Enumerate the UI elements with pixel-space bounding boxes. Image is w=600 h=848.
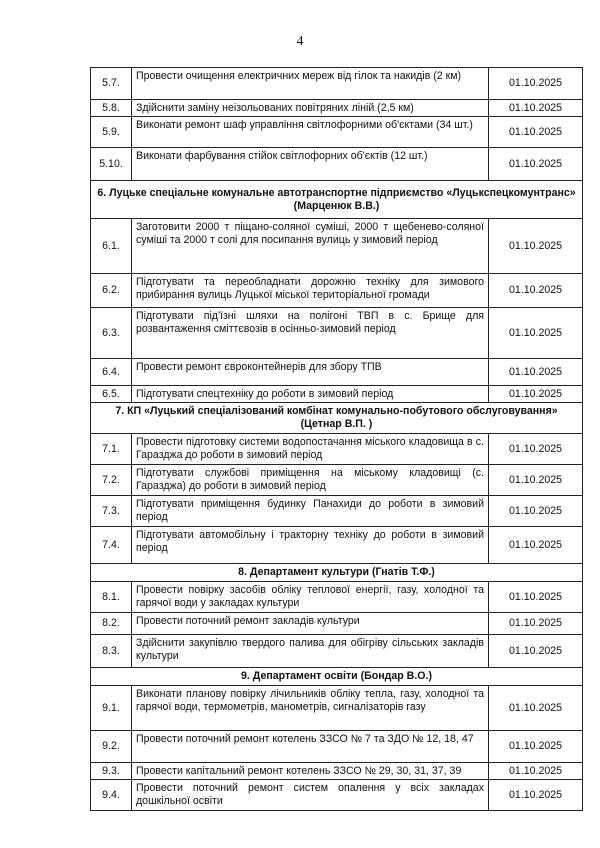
item-deadline: 01.10.2025	[489, 686, 583, 731]
page-number: 4	[296, 34, 304, 49]
item-number: 6.1.	[91, 219, 132, 274]
table-row	[91, 763, 583, 780]
table-row	[91, 731, 583, 763]
section-header-row	[91, 403, 583, 434]
item-deadline: 01.10.2025	[489, 274, 583, 308]
item-task: Підготувати спецтехніку до роботи в зимовий період	[132, 386, 489, 403]
item-number: 6.2.	[91, 274, 132, 308]
item-deadline: 01.10.2025	[489, 386, 583, 403]
item-deadline: 01.10.2025	[489, 496, 583, 527]
item-task: Підготувати приміщення будинку Панахиди до роботи в зимовий період	[132, 496, 489, 527]
item-deadline: 01.10.2025	[489, 582, 583, 613]
table-row	[91, 359, 583, 386]
table-row	[91, 686, 583, 731]
item-task: Провести очищення електричних мереж від гілок та накидів (2 км)	[132, 68, 489, 100]
item-task: Провести поточний ремонт систем опалення у всіх закладах дошкільної освіти	[132, 780, 489, 811]
table-row	[91, 308, 583, 359]
table-row	[91, 117, 583, 148]
item-deadline: 01.10.2025	[489, 527, 583, 564]
item-number: 6.3.	[91, 308, 132, 359]
table-row	[91, 582, 583, 613]
item-deadline: 01.10.2025	[489, 359, 583, 386]
item-task: Провести повірку засобів обліку теплової енергії, газу, холодної та гарячої води у закладах культури	[132, 582, 489, 613]
section-header-row	[91, 668, 583, 686]
item-deadline: 01.10.2025	[489, 635, 583, 668]
item-task: Здійснити заміну неізольованих повітряних ліній (2,5 км)	[132, 100, 489, 117]
item-number: 5.7.	[91, 68, 132, 100]
item-task: Підготувати автомобільну і тракторну техніку до роботи в зимовий період	[132, 527, 489, 564]
item-number: 7.3.	[91, 496, 132, 527]
item-deadline: 01.10.2025	[489, 613, 583, 635]
table-row	[91, 68, 583, 100]
item-deadline: 01.10.2025	[489, 780, 583, 811]
section-header-row	[91, 181, 583, 219]
item-task: Провести капітальний ремонт котелень ЗЗСО № 29, 30, 31, 37, 39	[132, 763, 489, 780]
item-number: 8.2.	[91, 613, 132, 635]
item-task: Виконати планову повірку лічильників обліку тепла, газу, холодної та гарячої води, термометрів, манометрів, сигналізаторів газу	[132, 686, 489, 731]
item-deadline: 01.10.2025	[489, 100, 583, 117]
table-row	[91, 527, 583, 564]
table-row	[91, 100, 583, 117]
item-task: Виконати ремонт шаф управління світлофорними об'єктами (34 шт.)	[132, 117, 489, 148]
section-header-row	[91, 564, 583, 582]
table-row	[91, 780, 583, 811]
item-number: 7.2.	[91, 465, 132, 496]
table-row	[91, 496, 583, 527]
item-number: 5.9.	[91, 117, 132, 148]
item-deadline: 01.10.2025	[489, 117, 583, 148]
section-title: 6. Луцьке спеціальне комунальне автотранспортне підприємство «Луцькспецкомунтранс» (Марценюк В.В.)	[91, 181, 583, 219]
table-row	[91, 465, 583, 496]
item-deadline: 01.10.2025	[489, 434, 583, 465]
item-number: 5.10.	[91, 148, 132, 181]
item-deadline: 01.10.2025	[489, 148, 583, 181]
item-number: 9.4.	[91, 780, 132, 811]
section-title: 7. КП «Луцький спеціалізований комбінат комунально-побутового обслуговування» (Цетнар В.П. )	[91, 403, 583, 434]
item-task: Виконати фарбування стійок світлофорних об'єктів (12 шт.)	[132, 148, 489, 181]
item-number: 8.1.	[91, 582, 132, 613]
item-number: 7.4.	[91, 527, 132, 564]
item-deadline: 01.10.2025	[489, 308, 583, 359]
item-deadline: 01.10.2025	[489, 68, 583, 100]
item-number: 6.5.	[91, 386, 132, 403]
item-number: 5.8.	[91, 100, 132, 117]
item-task: Заготовити 2000 т піщано-соляної суміші, 2000 т щебенево-соляної суміші та 2000 т солі для посипання вулиць у зимовий період	[132, 219, 489, 274]
item-number: 9.3.	[91, 763, 132, 780]
item-task: Провести поточний ремонт закладів культури	[132, 613, 489, 635]
item-deadline: 01.10.2025	[489, 219, 583, 274]
item-task: Здійснити закупівлю твердого палива для обігріву сільських закладів культури	[132, 635, 489, 668]
item-task: Провести поточний ремонт котелень ЗЗСО № 7 та ЗДО № 12, 18, 47	[132, 731, 489, 763]
table-row	[91, 434, 583, 465]
item-deadline: 01.10.2025	[489, 465, 583, 496]
item-deadline: 01.10.2025	[489, 763, 583, 780]
item-task: Провести ремонт євроконтейнерів для збору ТПВ	[132, 359, 489, 386]
item-task: Підготувати під'їзні шляхи на полігоні ТВП в с. Брище для розвантаження сміттєвозів в осінньо-зимовий період	[132, 308, 489, 359]
item-number: 6.4.	[91, 359, 132, 386]
item-number: 9.1.	[91, 686, 132, 731]
item-deadline: 01.10.2025	[489, 731, 583, 763]
table-row	[91, 219, 583, 274]
item-task: Підготувати службові приміщення на міському кладовищі (с. Гаразджа) до роботи в зимовий період	[132, 465, 489, 496]
item-number: 8.3.	[91, 635, 132, 668]
table-row	[91, 613, 583, 635]
item-number: 9.2.	[91, 731, 132, 763]
section-title: 8. Департамент культури (Гнатів Т.Ф.)	[91, 564, 583, 582]
section-title: 9. Департамент освіти (Бондар В.О.)	[91, 668, 583, 686]
table-row	[91, 635, 583, 668]
item-task: Підготувати та переобладнати дорожню техніку для зимового прибирання вулиць Луцької міської територіальної громади	[132, 274, 489, 308]
table-row	[91, 386, 583, 403]
table-row	[91, 274, 583, 308]
item-task: Провести підготовку системи водопостачання міського кладовища в с. Гаразджа до роботи в зимовий період	[132, 434, 489, 465]
table-row	[91, 148, 583, 181]
item-number: 7.1.	[91, 434, 132, 465]
measures-table	[90, 67, 583, 811]
